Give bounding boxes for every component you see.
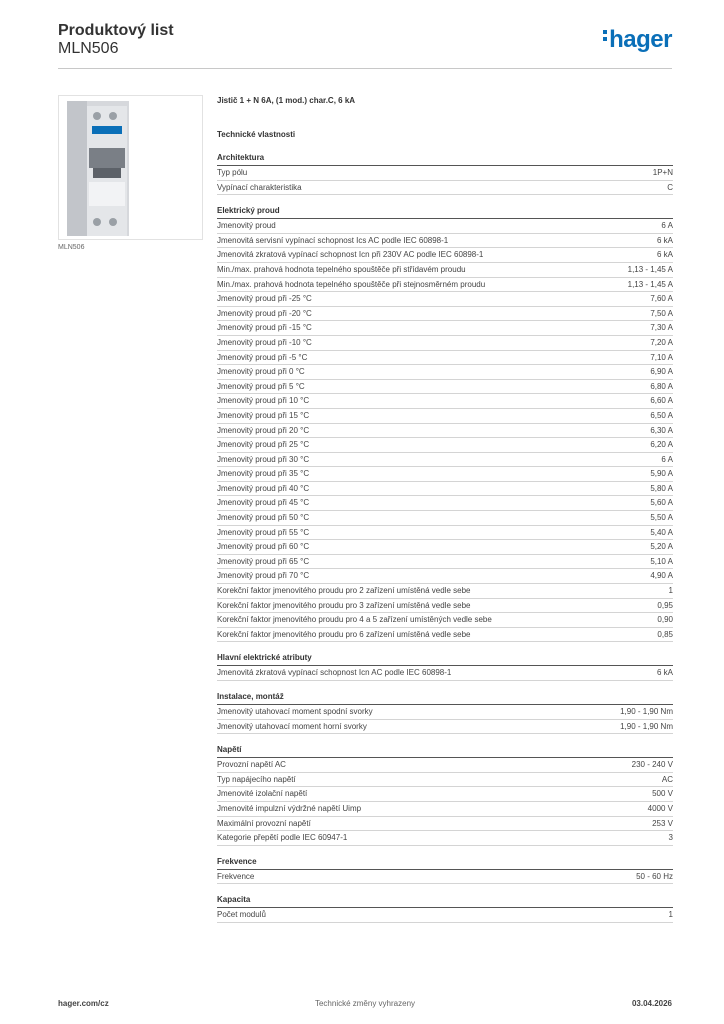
spec-value: 5,20 A bbox=[650, 542, 673, 552]
footer-website: hager.com/cz bbox=[58, 999, 109, 1008]
spec-row bbox=[217, 831, 673, 846]
spec-value: 5,10 A bbox=[650, 556, 673, 566]
section-title: Napětí bbox=[217, 745, 673, 758]
spec-label: Korekční faktor jmenovitého proudu pro 6 zařízení umístěná vedle sebe bbox=[217, 629, 471, 639]
spec-value: 6,50 A bbox=[650, 410, 673, 420]
spec-row bbox=[217, 758, 673, 773]
spec-label: Jmenovitý utahovací moment spodní svorky bbox=[217, 707, 373, 716]
spec-row bbox=[217, 263, 673, 278]
spec-label: Jmenovitý proud při 60 °C bbox=[217, 542, 310, 552]
spec-label: Vypínací charakteristika bbox=[217, 182, 302, 192]
spec-label: Min./max. prahová hodnota tepelného spouštěče při střídavém proudu bbox=[217, 264, 466, 274]
page-footer bbox=[58, 999, 672, 1011]
page-header bbox=[58, 22, 672, 68]
spec-label: Jmenovitý proud při -20 °C bbox=[217, 308, 312, 318]
spec-row bbox=[217, 802, 673, 817]
spec-label: Korekční faktor jmenovitého proudu pro 2 zařízení umístěná vedle sebe bbox=[217, 586, 471, 596]
spec-label: Min./max. prahová hodnota tepelného spouštěče při stejnosměrném proudu bbox=[217, 279, 486, 289]
circuit-breaker-icon bbox=[59, 96, 202, 239]
spec-value: 6,90 A bbox=[650, 367, 673, 377]
section-title: Elektrický proud bbox=[217, 206, 673, 219]
spec-value: 50 - 60 Hz bbox=[636, 871, 673, 881]
spec-row bbox=[217, 278, 673, 293]
spec-value: 5,40 A bbox=[650, 527, 673, 537]
spec-label: Jmenovitý proud při 55 °C bbox=[217, 527, 310, 537]
spec-label: Typ pólu bbox=[217, 168, 248, 177]
spec-section bbox=[217, 153, 673, 195]
spec-value: 230 - 240 V bbox=[631, 760, 673, 770]
spec-value: 6,80 A bbox=[650, 381, 673, 391]
image-caption: MLN506 bbox=[58, 244, 85, 251]
spec-section bbox=[217, 692, 673, 734]
document-title: Produktový list bbox=[58, 22, 174, 39]
spec-row bbox=[217, 181, 673, 196]
section-title: Architektura bbox=[217, 153, 673, 166]
spec-row bbox=[217, 773, 673, 788]
spec-label: Jmenovitý proud při 20 °C bbox=[217, 425, 310, 435]
spec-value: 6 A bbox=[661, 454, 673, 464]
section-title: Frekvence bbox=[217, 857, 673, 870]
spec-value: 7,20 A bbox=[650, 337, 673, 347]
spec-label: Jmenovitý proud při 15 °C bbox=[217, 410, 310, 420]
spec-label: Korekční faktor jmenovitého proudu pro 3 zařízení umístěná vedle sebe bbox=[217, 600, 471, 610]
spec-value: 6 kA bbox=[656, 250, 673, 260]
spec-row bbox=[217, 584, 673, 599]
spec-value: 253 V bbox=[652, 818, 673, 828]
spec-row bbox=[217, 467, 673, 482]
spec-value: 6,60 A bbox=[650, 396, 673, 406]
footer-note: Technické změny vyhrazeny bbox=[314, 999, 416, 1008]
spec-row bbox=[217, 394, 673, 409]
hager-logo bbox=[603, 26, 672, 54]
footer-date: 03.04.2026 bbox=[631, 999, 672, 1008]
spec-section bbox=[217, 206, 673, 642]
spec-value: 1,13 - 1,45 A bbox=[627, 264, 673, 274]
spec-value: 1,90 - 1,90 Nm bbox=[620, 707, 673, 716]
spec-row bbox=[217, 409, 673, 424]
spec-row bbox=[217, 540, 673, 555]
spec-value: 5,60 A bbox=[650, 498, 673, 508]
spec-value: 6,20 A bbox=[650, 440, 673, 450]
spec-row bbox=[217, 870, 673, 885]
spec-label: Jmenovitý proud při 45 °C bbox=[217, 498, 310, 508]
spec-row bbox=[217, 787, 673, 802]
spec-row bbox=[217, 336, 673, 351]
product-image bbox=[58, 95, 203, 240]
spec-value: 4,90 A bbox=[650, 571, 673, 581]
spec-row bbox=[217, 234, 673, 249]
spec-row bbox=[217, 705, 673, 720]
spec-row bbox=[217, 365, 673, 380]
spec-value: 5,80 A bbox=[650, 483, 673, 493]
spec-row bbox=[217, 248, 673, 263]
spec-value: AC bbox=[661, 774, 673, 784]
spec-row bbox=[217, 511, 673, 526]
spec-label: Maximální provozní napětí bbox=[217, 818, 311, 828]
spec-value: 7,30 A bbox=[650, 323, 673, 333]
spec-row bbox=[217, 555, 673, 570]
spec-label: Jmenovitý proud při -25 °C bbox=[217, 294, 312, 304]
spec-label: Frekvence bbox=[217, 871, 255, 881]
spec-label: Jmenovitý proud při -10 °C bbox=[217, 337, 312, 347]
spec-value: C bbox=[667, 182, 673, 192]
spec-label: Jmenovité impulzní výdržné napětí Uimp bbox=[217, 803, 362, 813]
spec-row bbox=[217, 380, 673, 395]
spec-value: 7,10 A bbox=[650, 352, 673, 362]
spec-value: 7,60 A bbox=[650, 294, 673, 304]
spec-section bbox=[217, 745, 673, 846]
spec-row bbox=[217, 817, 673, 832]
spec-label: Jmenovitý proud při 65 °C bbox=[217, 556, 310, 566]
spec-row bbox=[217, 292, 673, 307]
spec-value: 6,30 A bbox=[650, 425, 673, 435]
spec-label: Jmenovitý proud při 0 °C bbox=[217, 367, 305, 377]
logo-dots-icon bbox=[603, 27, 607, 44]
spec-label: Typ napájecího napětí bbox=[217, 774, 296, 784]
spec-label: Jmenovitý proud při 30 °C bbox=[217, 454, 310, 464]
spec-label: Jmenovitý utahovací moment horní svorky bbox=[217, 721, 367, 731]
spec-section bbox=[217, 895, 673, 923]
spec-value: 1,13 - 1,45 A bbox=[627, 279, 673, 289]
spec-row bbox=[217, 613, 673, 628]
spec-value: 3 bbox=[668, 833, 673, 843]
spec-row bbox=[217, 438, 673, 453]
spec-label: Jmenovitý proud bbox=[217, 221, 276, 231]
spec-value: 6 kA bbox=[656, 668, 673, 678]
header-divider bbox=[58, 68, 672, 69]
spec-row bbox=[217, 599, 673, 614]
spec-label: Jmenovitá servisní vypínací schopnost Ics AC podle IEC 60898-1 bbox=[217, 235, 449, 245]
spec-value: 4000 V bbox=[647, 803, 673, 813]
spec-row bbox=[217, 628, 673, 643]
section-title: Instalace, montáž bbox=[217, 692, 673, 705]
spec-row bbox=[217, 496, 673, 511]
spec-label: Jmenovitý proud při 35 °C bbox=[217, 469, 310, 479]
spec-label: Jmenovité izolační napětí bbox=[217, 789, 308, 799]
spec-value: 7,50 A bbox=[650, 308, 673, 318]
spec-label: Jmenovitá zkratová vypínací schopnost Icn při 230V AC podle IEC 60898-1 bbox=[217, 250, 484, 260]
spec-value: 5,90 A bbox=[650, 469, 673, 479]
spec-row bbox=[217, 453, 673, 468]
spec-section bbox=[217, 653, 673, 681]
spec-label: Korekční faktor jmenovitého proudu pro 4 a 5 zařízení umístěných vedle sebe bbox=[217, 615, 492, 625]
spec-row bbox=[217, 321, 673, 336]
spec-row bbox=[217, 526, 673, 541]
spec-label: Jmenovitý proud při 50 °C bbox=[217, 513, 310, 523]
spec-row bbox=[217, 720, 673, 735]
spec-label: Jmenovitý proud při -15 °C bbox=[217, 323, 312, 333]
spec-label: Jmenovitý proud při 40 °C bbox=[217, 483, 310, 493]
spec-label: Jmenovitý proud při 25 °C bbox=[217, 440, 310, 450]
spec-value: 6 A bbox=[661, 221, 673, 231]
product-title: Jistič 1 + N 6A, (1 mod.) char.C, 6 kA bbox=[217, 96, 356, 105]
spec-value: 0,90 bbox=[657, 615, 673, 625]
section-title: Kapacita bbox=[217, 895, 673, 908]
spec-label: Jmenovitý proud při 5 °C bbox=[217, 381, 305, 391]
spec-value: 1P+N bbox=[652, 168, 673, 177]
spec-row bbox=[217, 569, 673, 584]
spec-value: 5,50 A bbox=[650, 513, 673, 523]
spec-value: 0,95 bbox=[657, 600, 673, 610]
logo-text: hager bbox=[609, 26, 672, 53]
spec-row bbox=[217, 482, 673, 497]
spec-row bbox=[217, 351, 673, 366]
spec-row bbox=[217, 219, 673, 234]
spec-value: 1 bbox=[668, 586, 673, 596]
spec-value: 1,90 - 1,90 Nm bbox=[620, 721, 673, 731]
spec-value: 500 V bbox=[652, 789, 673, 799]
technical-properties-heading: Technické vlastnosti bbox=[217, 130, 296, 139]
spec-row bbox=[217, 307, 673, 322]
spec-value: 1 bbox=[668, 910, 673, 920]
spec-label: Jmenovitá zkratová vypínací schopnost Icn AC podle IEC 60898-1 bbox=[217, 668, 452, 678]
spec-sections bbox=[217, 153, 673, 923]
spec-row bbox=[217, 424, 673, 439]
spec-label: Jmenovitý proud při 10 °C bbox=[217, 396, 310, 406]
spec-label: Počet modulů bbox=[217, 910, 266, 920]
spec-label: Jmenovitý proud při -5 °C bbox=[217, 352, 308, 362]
spec-label: Provozní napětí AC bbox=[217, 760, 286, 770]
spec-content bbox=[217, 96, 673, 923]
section-title: Hlavní elektrické atributy bbox=[217, 653, 673, 666]
spec-label: Kategorie přepětí podle IEC 60947-1 bbox=[217, 833, 348, 843]
spec-row bbox=[217, 666, 673, 681]
spec-section bbox=[217, 857, 673, 885]
spec-label: Jmenovitý proud při 70 °C bbox=[217, 571, 310, 581]
spec-value: 6 kA bbox=[656, 235, 673, 245]
spec-value: 0,85 bbox=[657, 629, 673, 639]
spec-row bbox=[217, 166, 673, 181]
product-code: MLN506 bbox=[58, 40, 119, 57]
spec-row bbox=[217, 908, 673, 923]
